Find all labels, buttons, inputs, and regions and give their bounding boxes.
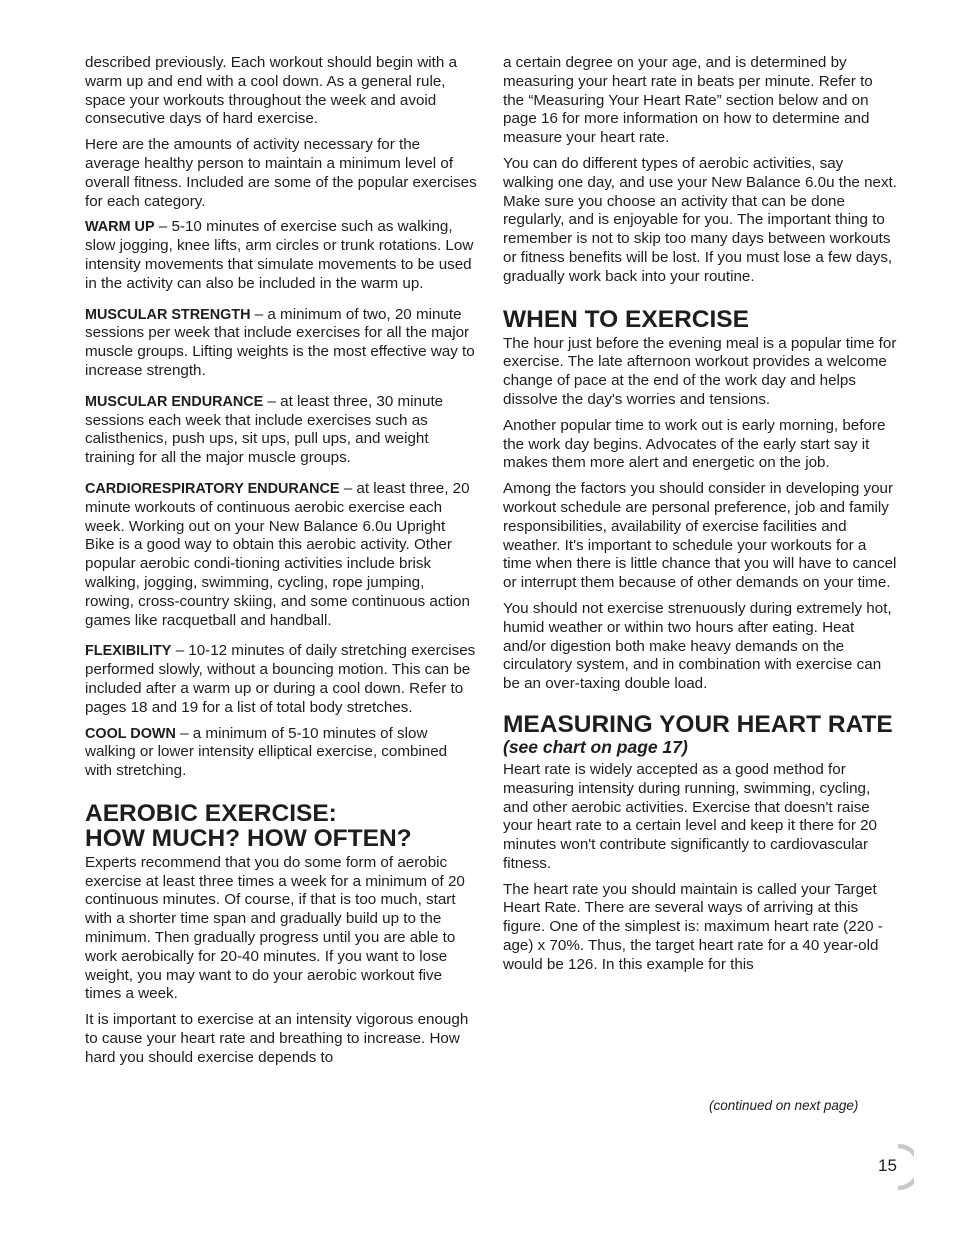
term-muscular-strength: MUSCULAR STRENGTH — [85, 306, 251, 323]
paragraph-intensity: It is important to exercise at an intensity vigorous enough to cause your heart rate and breathing to increase. How hard you should exercise depends to — [85, 1011, 469, 1066]
paragraph-cardio-endurance — [85, 480, 477, 630]
text-muscular-strength: – a minimum of two, 20 minute sessions per week that include exercises for all the major muscle groups. Lifting weights is the most effective way to increase strength. — [85, 305, 475, 379]
text-cool-down: – a minimum of 5-10 minutes of slow walking or lower intensity elliptical exercise, combined with stretching. — [85, 724, 448, 780]
continued-note: (continued on next page) — [709, 1098, 859, 1113]
paragraph-heart-rate-method: Heart rate is widely accepted as a good method for measuring intensity during running, swimming, cycling, and other aerobic activities. Exercise that doesn't raise your heart rate to a certain level and keep it there for 20 minutes won't contribute significantly to cardiovascular fitness. — [503, 760, 877, 872]
right-column — [503, 54, 897, 982]
paragraph-flexibility — [85, 642, 477, 717]
term-flexibility: FLEXIBILITY — [85, 643, 172, 660]
paragraph-cool-down — [85, 725, 477, 781]
term-warm-up: WARM UP — [85, 219, 155, 236]
heading-measuring-heart-rate: MEASURING YOUR HEART RATE — [503, 710, 893, 738]
text-cardio-endurance: – at least three, 20 minute workouts of continuous aerobic exercise each week. Working out on your New Balance 6.0u Upright Bike is a good way to obtain this aerobic activity. Other popular aerobic condi-tioning activities include brisk walking, jogging, swimming, cycling, rope jumping, rowing, cross-country skiing, and some continuous action games like racquetball and handball. — [85, 479, 470, 629]
paragraph-hot-weather: You should not exercise strenuously during extremely hot, humid weather or within two hours after eating. Heat and/or digestion both make heavy demands on the circulatory system, and in combination with exercise can be an over-taxing double load. — [503, 599, 892, 693]
heading-when-to-exercise: WHEN TO EXERCISE — [503, 305, 749, 333]
paragraph-muscular-endurance — [85, 393, 477, 468]
text-muscular-endurance: – at least three, 30 minute sessions each week that include exercises such as calisthenics, push ups, sit ups, pull ups, and weight training for all the major muscle groups. — [85, 392, 444, 467]
text-warm-up: – 5-10 minutes of exercise such as walking, slow jogging, knee lifts, arm circles or trunk rotations. Low intensity movements that simulate movements to be used in the activity can also be included in the warm up. — [85, 218, 474, 292]
paragraph-target-heart-rate: The heart rate you should maintain is called your Target Heart Rate. There are several ways of arriving at this figure. One of the simplest is: maximum heart rate (220 - age) x 70%. Thus, the target heart rate for a 40 year-old would be 126. In this example for this — [503, 880, 883, 973]
paragraph-schedule-factors: Among the factors you should consider in developing your workout schedule are personal preference, job and family responsibilities, availability of exercise facilities and weather. It's important to schedule your workouts for a time when there is little chance that you will have to cancel or interrupt them because of other demands on your time. — [503, 480, 897, 592]
heading-aerobic-exercise — [85, 801, 477, 851]
paragraph-experts-recommend: Experts recommend that you do some form of aerobic exercise at least three times a week for a minimum of 20 continuous minutes. Of course, if that is too much, start with a shorter time span and gradually build up to the minimum. Then gradually progress until you are able to work aerobically for 20-40 minutes. If you want to lose weight, you may want to do your aerobic workout five times a week. — [85, 853, 465, 1003]
heading-aerobic-line1: AEROBIC EXERCISE: — [85, 799, 337, 827]
paragraph-age-heart-rate: a certain degree on your age, and is determined by measuring your heart rate in beats per minute. Refer to the “Measuring Your Heart Rate” section below and on page 16 for more information on how to determine and measure your heart rate. — [503, 54, 873, 147]
term-cool-down: COOL DOWN — [85, 725, 176, 742]
paragraph-evening: The hour just before the evening meal is a popular time for exercise. The late afternoon workout provides a welcome change of pace at the end of the work day and helps dissolve the day's worries and tensions. — [503, 334, 897, 408]
page-number: 15 — [878, 1156, 897, 1175]
paragraph-different-activities: You can do different types of aerobic activities, say walking one day, and use your New Balance 6.0u the next. Make sure you choose an activity that can be done regularly, and is enjoyable for you. The important thing to remember is not to skip too many days between workouts or fitness benefits will be lost. If you must lose a few days, gradually work back into your routine. — [503, 154, 897, 285]
term-muscular-endurance: MUSCULAR ENDURANCE — [85, 393, 264, 410]
paragraph-muscular-strength — [85, 306, 477, 381]
left-column — [85, 54, 477, 1075]
paragraph-intro: described previously. Each workout should begin with a warm up and end with a cool down. As a general rule, space your workouts throughout the week and avoid consecutive days of hard exercise. — [85, 54, 458, 128]
paragraph-morning: Another popular time to work out is early morning, before the work day begins. Advocates of the early start say it makes them more alert and energetic on the job. — [503, 416, 886, 472]
heading-aerobic-line2: HOW MUCH? HOW OFTEN? — [85, 824, 412, 852]
text-flexibility: – 10-12 minutes of daily stretching exercises performed slowly, without a bouncing motion. This can be included after a warm up or during a cool down. Refer to pages 18 and 19 for a list of total body stretches. — [85, 642, 476, 716]
term-cardio-endurance: CARDIORESPIRATORY ENDURANCE — [85, 480, 340, 497]
paragraph-activity-amounts: Here are the amounts of activity necessary for the average healthy person to maintain a minimum level of overall fitness. Included are some of the popular exercises for each category. — [85, 136, 477, 210]
paragraph-warm-up — [85, 218, 477, 293]
heading-chart-reference: (see chart on page 17) — [503, 736, 688, 757]
